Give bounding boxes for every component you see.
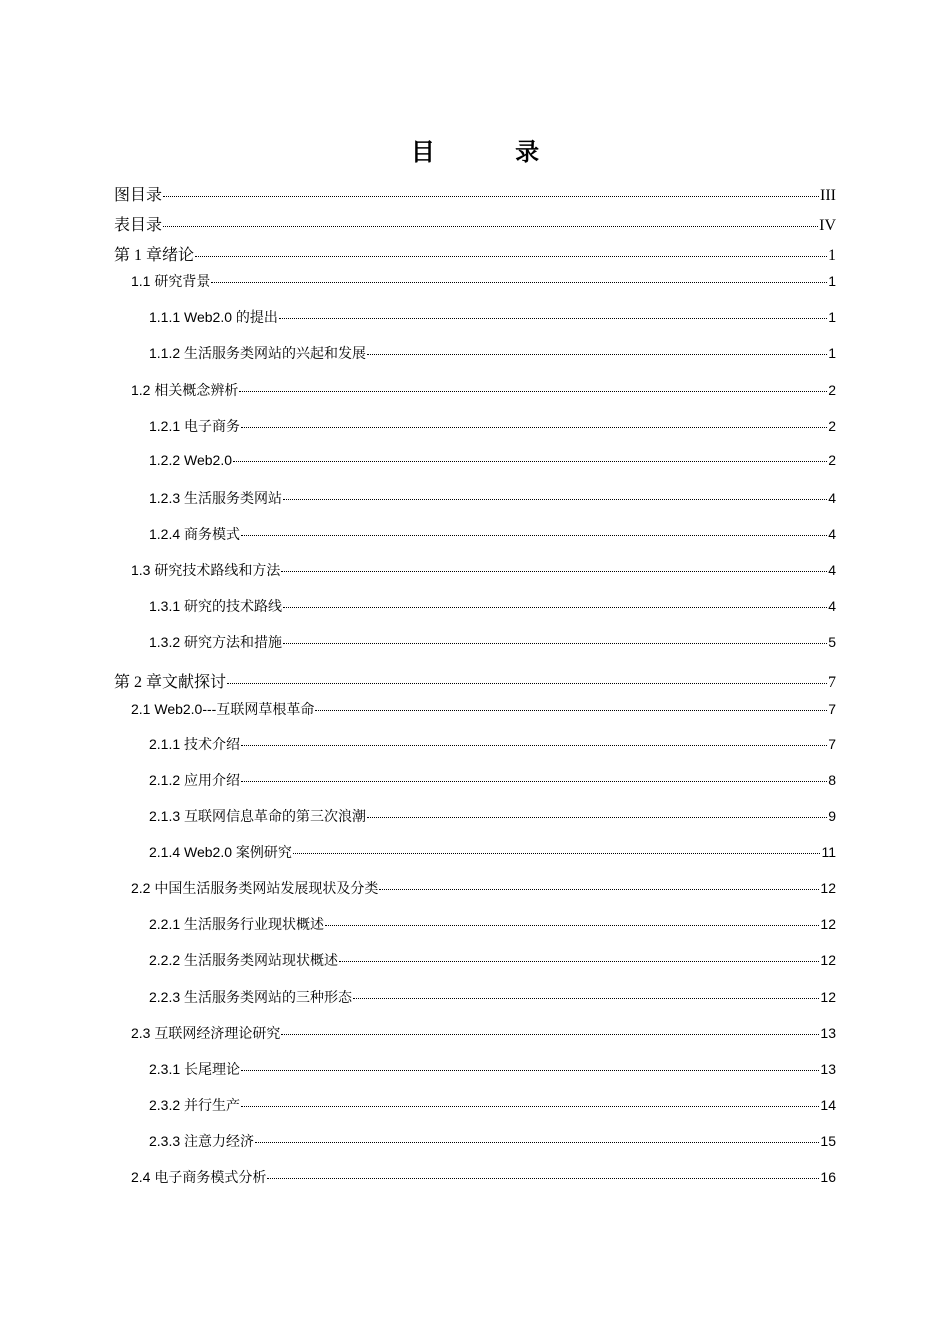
toc-entry[interactable] bbox=[131, 878, 836, 898]
toc-entry-page-number: 1 bbox=[828, 309, 836, 325]
toc-entry-label: 2.3 互联网经济理论研究 bbox=[131, 1025, 281, 1041]
toc-entry-label: 2.3.2 并行生产 bbox=[149, 1097, 241, 1113]
dot-leader bbox=[281, 1034, 819, 1035]
dot-leader bbox=[233, 461, 827, 462]
toc-entry-page-number: 1 bbox=[828, 273, 836, 289]
toc-entry-page-number: 4 bbox=[828, 562, 836, 578]
toc-entry[interactable] bbox=[131, 271, 836, 291]
toc-entry-label: 表目录 bbox=[114, 217, 163, 234]
toc-entry[interactable] bbox=[149, 1059, 836, 1079]
toc-entry[interactable] bbox=[149, 488, 836, 508]
toc-entry[interactable] bbox=[131, 1023, 836, 1043]
toc-entry-label: 1.3.2 研究方法和措施 bbox=[149, 634, 283, 650]
toc-entry[interactable] bbox=[149, 1131, 836, 1151]
dot-leader bbox=[279, 318, 827, 319]
toc-entry-label: 1.3.1 研究的技术路线 bbox=[149, 598, 283, 614]
dot-leader bbox=[255, 1142, 819, 1143]
toc-entry-page-number: 2 bbox=[828, 382, 836, 398]
toc-entry[interactable] bbox=[149, 632, 836, 652]
toc-entry-label: 2.3.3 注意力经济 bbox=[149, 1133, 255, 1149]
toc-entry-label: 2.4 电子商务模式分析 bbox=[131, 1169, 267, 1185]
toc-entry[interactable] bbox=[149, 343, 836, 363]
toc-entry[interactable] bbox=[114, 669, 836, 692]
dot-leader bbox=[379, 889, 819, 890]
toc-entry-page-number: 4 bbox=[828, 526, 836, 542]
toc-entry-page-number: 8 bbox=[828, 772, 836, 788]
dot-leader bbox=[241, 781, 827, 782]
toc-entry-page-number: 11 bbox=[821, 844, 836, 860]
dot-leader bbox=[367, 354, 827, 355]
dot-leader bbox=[315, 710, 827, 711]
toc-entry-page-number: 1 bbox=[828, 345, 836, 361]
toc-entry-label: 第 1 章绪论 bbox=[114, 247, 195, 264]
toc-entry-page-number: 13 bbox=[820, 1061, 836, 1077]
toc-entry[interactable] bbox=[114, 182, 836, 205]
toc-entry-page-number: 12 bbox=[820, 916, 836, 932]
dot-leader bbox=[283, 607, 827, 608]
toc-entry-label: 1.1.2 生活服务类网站的兴起和发展 bbox=[149, 345, 367, 361]
dot-leader bbox=[241, 1070, 819, 1071]
toc-entry-page-number: 4 bbox=[828, 598, 836, 614]
dot-leader bbox=[163, 226, 818, 227]
toc-entry-page-number: 14 bbox=[820, 1097, 836, 1113]
dot-leader bbox=[241, 427, 827, 428]
toc-entry-label: 2.2.1 生活服务行业现状概述 bbox=[149, 916, 325, 932]
toc-entry[interactable] bbox=[131, 560, 836, 580]
dot-leader bbox=[283, 499, 827, 500]
dot-leader bbox=[241, 535, 827, 536]
toc-entry-page-number: 13 bbox=[820, 1025, 836, 1041]
toc-entry-page-number: 2 bbox=[828, 452, 836, 468]
toc-entry-page-number: 12 bbox=[820, 880, 836, 896]
dot-leader bbox=[293, 853, 821, 854]
dot-leader bbox=[367, 817, 827, 818]
toc-entry-label: 1.2.3 生活服务类网站 bbox=[149, 490, 283, 506]
toc-entry[interactable] bbox=[149, 596, 836, 616]
toc-entry-label: 1.2.4 商务模式 bbox=[149, 526, 241, 542]
toc-entry[interactable] bbox=[149, 950, 836, 970]
dot-leader bbox=[325, 925, 819, 926]
toc-entry-label: 图目录 bbox=[114, 187, 163, 204]
toc-entry-label: 2.1.2 应用介绍 bbox=[149, 772, 241, 788]
toc-entry-label: 1.1 研究背景 bbox=[131, 273, 211, 289]
toc-entry-label: 1.3 研究技术路线和方法 bbox=[131, 562, 281, 578]
dot-leader bbox=[281, 571, 827, 572]
page-title: 目 录 bbox=[410, 138, 576, 166]
toc-entry-page-number: 16 bbox=[820, 1169, 836, 1185]
toc-entry[interactable] bbox=[149, 734, 836, 754]
dot-leader bbox=[227, 683, 827, 684]
toc-entry[interactable] bbox=[149, 416, 836, 436]
dot-leader bbox=[283, 643, 827, 644]
toc-entry[interactable] bbox=[114, 212, 836, 235]
toc-entry-label: 1.2.1 电子商务 bbox=[149, 418, 241, 434]
toc-entry[interactable] bbox=[149, 842, 836, 862]
toc-entry-page-number: 15 bbox=[820, 1133, 836, 1149]
toc-entry-label: 2.2.3 生活服务类网站的三种形态 bbox=[149, 989, 353, 1005]
toc-entry-page-number: 2 bbox=[828, 418, 836, 434]
toc-entry[interactable] bbox=[131, 699, 836, 719]
toc-entry-label: 1.2.2 Web2.0 bbox=[149, 452, 233, 468]
toc-entry-page-number: 4 bbox=[828, 490, 836, 506]
dot-leader bbox=[353, 998, 819, 999]
toc-entry[interactable] bbox=[149, 1095, 836, 1115]
toc-entry-label: 2.1 Web2.0---互联网草根革命 bbox=[131, 701, 315, 717]
dot-leader bbox=[211, 282, 827, 283]
toc-entry-label: 2.1.1 技术介绍 bbox=[149, 736, 241, 752]
toc-entry-page-number: 7 bbox=[828, 736, 836, 752]
toc-entry[interactable] bbox=[149, 524, 836, 544]
toc-entry[interactable] bbox=[149, 987, 836, 1007]
toc-entry[interactable] bbox=[131, 380, 836, 400]
toc-entry-label: 1.2 相关概念辨析 bbox=[131, 382, 239, 398]
toc-entry-page-number: 12 bbox=[820, 989, 836, 1005]
toc-entry-label: 2.2 中国生活服务类网站发展现状及分类 bbox=[131, 880, 379, 896]
toc-entry[interactable] bbox=[149, 307, 836, 327]
dot-leader bbox=[241, 745, 827, 746]
dot-leader bbox=[339, 961, 819, 962]
toc-entry-page-number: 1 bbox=[828, 247, 836, 264]
dot-leader bbox=[163, 196, 819, 197]
toc-entry[interactable] bbox=[114, 242, 836, 265]
toc-entry-label: 2.1.4 Web2.0 案例研究 bbox=[149, 844, 292, 860]
dot-leader bbox=[195, 256, 827, 257]
toc-entry-label: 2.2.2 生活服务类网站现状概述 bbox=[149, 952, 339, 968]
toc-entry[interactable] bbox=[149, 914, 836, 934]
toc-entry-page-number: 9 bbox=[828, 808, 836, 824]
dot-leader bbox=[241, 1106, 819, 1107]
toc-entry-label: 2.1.3 互联网信息革命的第三次浪潮 bbox=[149, 808, 367, 824]
toc-entry-page-number: IV bbox=[819, 217, 836, 234]
dot-leader bbox=[267, 1178, 819, 1179]
toc-entry-page-number: 12 bbox=[820, 952, 836, 968]
toc-entry[interactable] bbox=[149, 770, 836, 790]
toc-entry-page-number: 5 bbox=[828, 634, 836, 650]
toc-entry-page-number: 7 bbox=[828, 701, 836, 717]
dot-leader bbox=[239, 391, 827, 392]
toc-entry-label: 1.1.1 Web2.0 的提出 bbox=[149, 309, 278, 325]
toc-entry-page-number: 7 bbox=[828, 674, 836, 691]
toc-entry-label: 2.3.1 长尾理论 bbox=[149, 1061, 241, 1077]
toc-entry-page-number: III bbox=[820, 187, 836, 204]
toc-entry[interactable] bbox=[149, 452, 836, 468]
toc-entry[interactable] bbox=[149, 806, 836, 826]
toc-entry[interactable] bbox=[131, 1167, 836, 1187]
toc-entry-label: 第 2 章文献探讨 bbox=[114, 674, 227, 691]
